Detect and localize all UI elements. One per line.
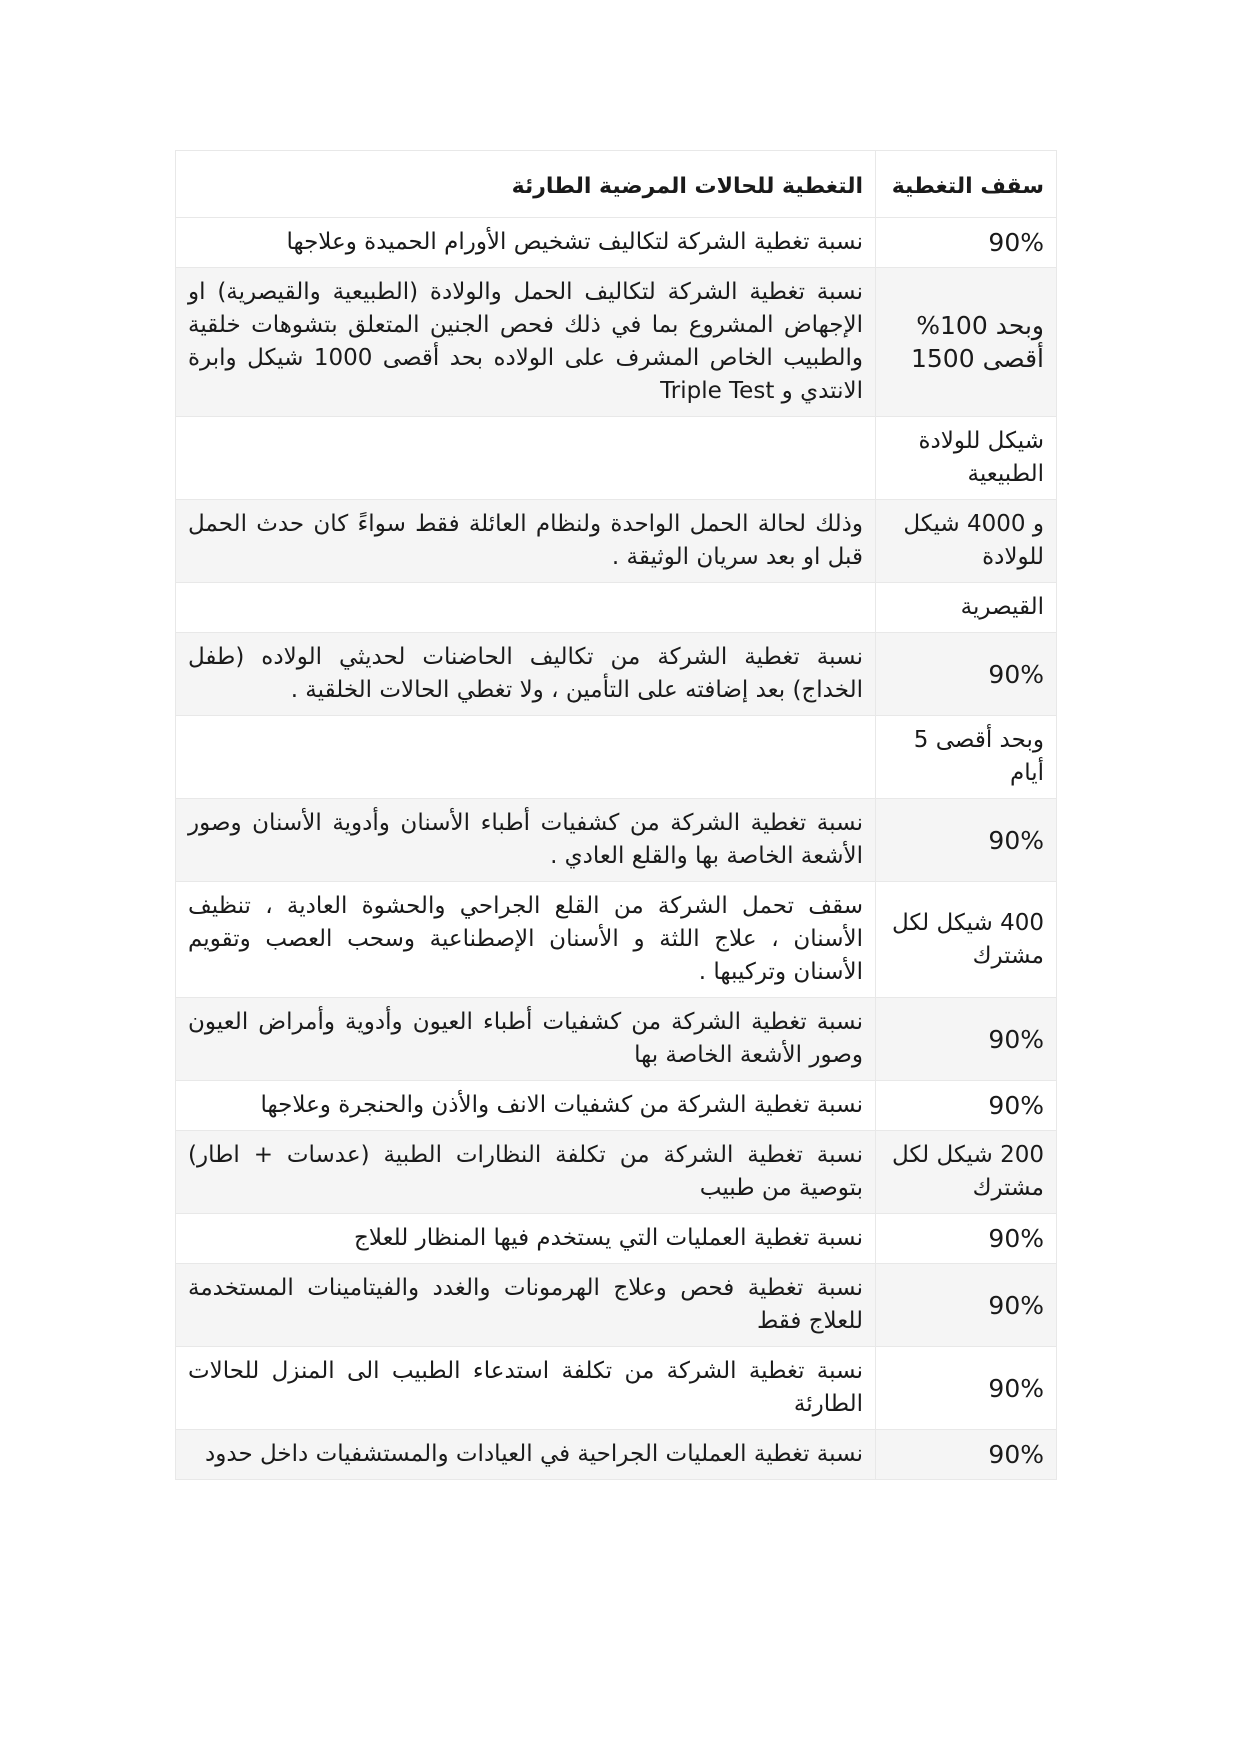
coverage-cap-cell: 90% — [876, 1430, 1057, 1480]
coverage-cap-cell: شيكل للولادة الطبيعية — [876, 417, 1057, 500]
coverage-description-cell: نسبة تغطية الشركة من كشفيات أطباء العيون وأدوية وأمراض العيون وصور الأشعة الخاصة بها — [176, 998, 876, 1081]
coverage-description-cell: نسبة تغطية العمليات الجراحية في العيادات والمستشفيات داخل حدود — [176, 1430, 876, 1480]
coverage-description-cell: نسبة تغطية الشركة من تكاليف الحاضنات لحديثي الولاده (طفل الخداج) بعد إضافته على التأمين ، ولا تغطي الحالات الخلقية . — [176, 633, 876, 716]
coverage-cap-cell: 90% — [876, 633, 1057, 716]
coverage-description-cell: نسبة تغطية الشركة من كشفيات الانف والأذن والحنجرة وعلاجها — [176, 1081, 876, 1131]
coverage-cap-cell: 400 شيكل لكل مشترك — [876, 882, 1057, 998]
coverage-cap-cell: 90% — [876, 799, 1057, 882]
header-emergency-coverage: التغطية للحالات المرضية الطارئة — [176, 151, 876, 218]
coverage-description-cell: وذلك لحالة الحمل الواحدة ولنظام العائلة فقط سواءً كان حدث الحمل قبل او بعد سريان الوثيقة . — [176, 500, 876, 583]
table-row — [176, 1214, 1057, 1264]
table-row — [176, 417, 1057, 500]
coverage-description-cell — [176, 417, 876, 500]
coverage-description-cell: سقف تحمل الشركة من القلع الجراحي والحشوة العادية ، تنظيف الأسنان ، علاج اللثة و الأسنان الإصطناعية وسحب العصب وتقويم الأسنان وتركيبها . — [176, 882, 876, 998]
coverage-cap-cell: 90% — [876, 1264, 1057, 1347]
coverage-cap-cell: 200 شيكل لكل مشترك — [876, 1131, 1057, 1214]
table-row — [176, 1430, 1057, 1480]
table-row — [176, 998, 1057, 1081]
coverage-table — [175, 150, 1057, 1480]
coverage-description-cell: نسبة تغطية الشركة لتكاليف تشخيص الأورام الحميدة وعلاجها — [176, 218, 876, 268]
coverage-cap-cell: وبحد 100% أقصى 1500 — [876, 268, 1057, 417]
header-coverage-cap: سقف التغطية — [876, 151, 1057, 218]
coverage-cap-cell: و 4000 شيكل للولادة — [876, 500, 1057, 583]
coverage-description-cell: نسبة تغطية الشركة لتكاليف الحمل والولادة (الطبيعية والقيصرية) او الإجهاض المشروع بما في ذلك فحص الجنين المتعلق بتشوهات خلقية والطبيب الخاص المشرف على الولاده بحد أقصى 1000 شيكل وابرة الانتدي و Triple Test — [176, 268, 876, 417]
table-row — [176, 500, 1057, 583]
coverage-description-cell: نسبة تغطية الشركة من تكلفة النظارات الطبية (عدسات + اطار) بتوصية من طبيب — [176, 1131, 876, 1214]
coverage-cap-cell: 90% — [876, 218, 1057, 268]
table-row — [176, 218, 1057, 268]
table-row — [176, 882, 1057, 998]
coverage-cap-cell: 90% — [876, 1214, 1057, 1264]
table-row — [176, 268, 1057, 417]
table-row — [176, 716, 1057, 799]
coverage-description-cell: نسبة تغطية الشركة من تكلفة استدعاء الطبيب الى المنزل للحالات الطارئة — [176, 1347, 876, 1430]
table-row — [176, 799, 1057, 882]
coverage-cap-cell: القيصرية — [876, 583, 1057, 633]
coverage-description-cell: نسبة تغطية فحص وعلاج الهرمونات والغدد والفيتامينات المستخدمة للعلاج فقط — [176, 1264, 876, 1347]
coverage-cap-cell: 90% — [876, 1081, 1057, 1131]
coverage-cap-cell: 90% — [876, 998, 1057, 1081]
table-row — [176, 1081, 1057, 1131]
coverage-description-cell — [176, 716, 876, 799]
table-row — [176, 583, 1057, 633]
coverage-description-cell: نسبة تغطية الشركة من كشفيات أطباء الأسنان وأدوية الأسنان وصور الأشعة الخاصة بها والقلع العادي . — [176, 799, 876, 882]
table-row — [176, 1347, 1057, 1430]
table-row — [176, 1131, 1057, 1214]
table-header-row — [176, 151, 1057, 218]
coverage-cap-cell: وبحد أقصى 5 أيام — [876, 716, 1057, 799]
coverage-cap-cell: 90% — [876, 1347, 1057, 1430]
coverage-description-cell: نسبة تغطية العمليات التي يستخدم فيها المنظار للعلاج — [176, 1214, 876, 1264]
table-row — [176, 1264, 1057, 1347]
table-row — [176, 633, 1057, 716]
coverage-description-cell — [176, 583, 876, 633]
